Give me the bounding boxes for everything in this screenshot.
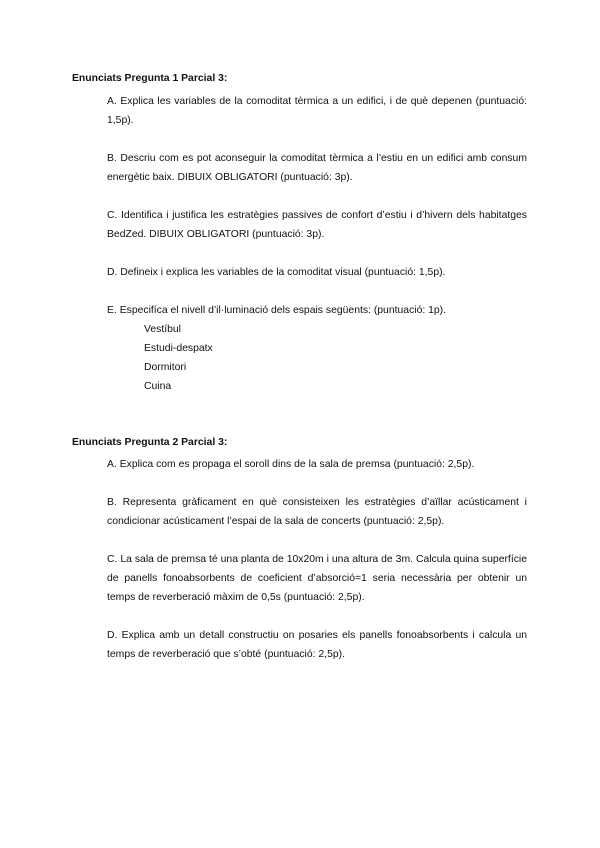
question-a: A. Explica les variables de la comoditat tèrmica a un edifici, i de què depenen (puntuació: 1,5p). xyxy=(107,96,527,126)
section-pregunta-1 xyxy=(72,72,527,396)
section-heading: Enunciats Pregunta 2 Parcial 3: xyxy=(72,437,228,448)
question-c: C. La sala de premsa té una planta de 10x20m i una altura de 3m. Calcula quina superfície de panells fonoabsorbents de coeficient d’absorció=1 seria necessària per obtenir un temps de reverberació màxim de 0,5s (puntuació: 2,5p). xyxy=(107,554,527,603)
spaces-list xyxy=(72,320,527,396)
question-b: B. Representa gràficament en què consisteixen les estratègies d’aïllar acústicament i condicionar acústicament l’espai de la sala de concerts (puntuació: 2,5p). xyxy=(107,497,527,527)
list-item: Vestíbul xyxy=(144,324,181,335)
question-a: A. Explica com es propaga el soroll dins de la sala de premsa (puntuació: 2,5p). xyxy=(107,459,475,470)
question-c: C. Identifica i justifica les estratègies passives de confort d’estiu i d’hivern dels habitatges BedZed. DIBUIX OBLIGATORI (puntuació: 3p). xyxy=(107,210,527,240)
list-item: Cuina xyxy=(144,381,172,392)
question-d: D. Defineix i explica les variables de la comoditat visual (puntuació: 1,5p). xyxy=(107,267,446,278)
question-e: E. Especifíca el nivell d’il·luminació dels espais següents: (puntuació: 1p). xyxy=(107,305,447,316)
question-b: B. Descriu com es pot aconseguir la comoditat tèrmica a l’estiu en un edifici amb consum energètic baix. DIBUIX OBLIGATORI (puntuació: 3p). xyxy=(107,153,527,183)
section-pregunta-2 xyxy=(72,436,527,664)
list-item: Dormitori xyxy=(144,362,187,373)
list-item: Estudi-despatx xyxy=(144,343,213,354)
section-heading: Enunciats Pregunta 1 Parcial 3: xyxy=(72,73,228,84)
question-d: D. Explica amb un detall constructiu on posaries els panells fonoabsorbents i calcula un temps de reverberació que s’obté (puntuació: 2,5p). xyxy=(107,630,527,660)
